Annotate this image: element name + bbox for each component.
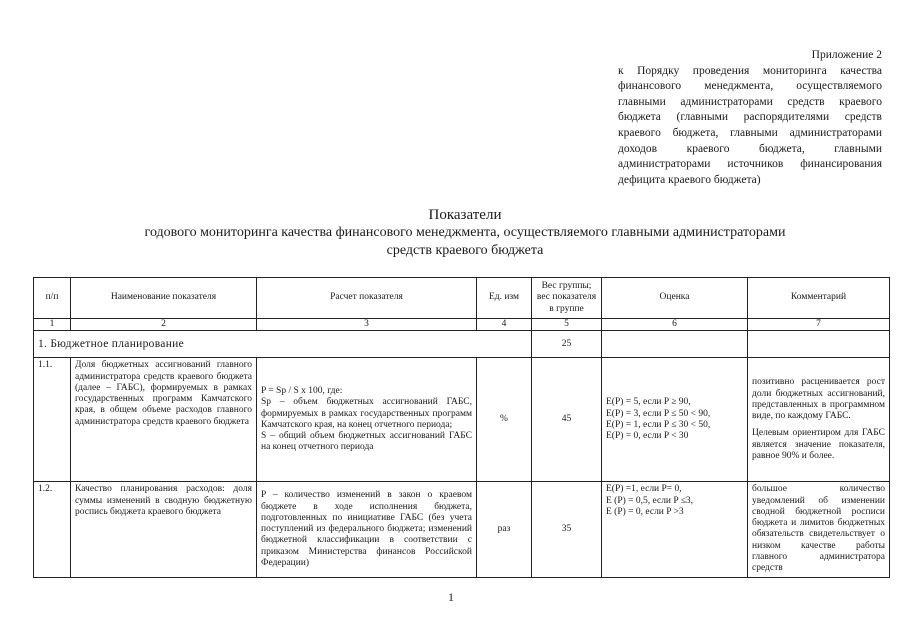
indicator-calculation: [257, 358, 477, 482]
indicator-weight: 45: [532, 358, 602, 482]
column-number: 4: [477, 319, 532, 331]
document-heading: [70, 207, 860, 260]
score-line: E(P) = 1, если P ≤ 30 < 50,: [606, 419, 711, 430]
column-number: 3: [257, 319, 477, 331]
header-name: Наименование показателя: [71, 278, 257, 319]
calc-sp: Sp – объем бюджетных ассигнований ГАБС, формируемых в рамках государственных программ Камчатского края, на конец отчетного периода;: [261, 397, 472, 430]
section-name: 1. Бюджетное планирование: [34, 331, 532, 358]
row-number: 1.1.: [34, 358, 71, 482]
header-calc: Расчет показателя: [257, 278, 477, 319]
table-header-row: [34, 278, 890, 319]
column-number: 2: [71, 319, 257, 331]
indicator-score: [602, 358, 748, 482]
appendix-title: Приложение 2: [811, 49, 882, 61]
score-line: E (P) = 0, если P >3: [606, 506, 684, 517]
score-line: E(P) = 0, если P < 30: [606, 431, 689, 442]
indicators-table: [33, 277, 890, 578]
table-row: [34, 358, 890, 482]
calc-s: S – общий объем бюджетных ассигнований ГАБС на конец отчетного периода: [261, 431, 472, 453]
section-row: [34, 331, 890, 358]
indicator-unit: раз: [477, 482, 532, 578]
header-unit: Ед. изм: [477, 278, 532, 319]
row-number: 1.2.: [34, 482, 71, 578]
indicator-calculation: P – количество изменений в закон о краевом бюджете в ходе исполнения бюджета, подготовленных по инициативе ГАБС (без учета поступлений из федерального бюджета; изменений бюджетной классификации в соответствии с приказом Министерства финансов Российской Федерации): [257, 482, 477, 578]
header-num: п/п: [34, 278, 71, 319]
score-line: E(P) =1, если P= 0,: [606, 484, 682, 495]
column-number: 7: [748, 319, 890, 331]
header-weight: Вес группы; вес показателя в группе: [532, 278, 602, 319]
section-weight: 25: [532, 331, 602, 358]
indicator-weight: 35: [532, 482, 602, 578]
indicator-unit: %: [477, 358, 532, 482]
appendix-text: к Порядку проведения мониторинга качества финансового менеджмента, осуществляемого главными администраторами средств краевого бюджета (главными распорядителями средств краевого бюджета, главными администраторами доходов краевого бюджета, главными администраторами источников финансирования дефицита краевого бюджета): [618, 64, 882, 186]
page-number: 1: [448, 590, 454, 604]
score-line: E (P) = 0,5, если P ≤3,: [606, 495, 694, 506]
heading-line-2: годового мониторинга качества финансового менеджмента, осуществляемого главными администраторами: [144, 225, 786, 240]
column-number: 5: [532, 319, 602, 331]
empty-cell: [748, 331, 890, 358]
indicator-name: Качество планирования расходов: доля суммы изменений в сводную бюджетную роспись бюджета краевого бюджета: [71, 482, 257, 578]
column-number: 6: [602, 319, 748, 331]
indicator-score: [602, 482, 748, 578]
heading-line-1: Показатели: [428, 207, 502, 223]
comment-paragraph: Целевым ориентиром для ГАБС является значение показателя, равное 90% и более.: [752, 428, 885, 462]
comment-paragraph: позитивно расценивается рост доли бюджетных ассигнований, представленных в программном виде, по каждому ГАБС.: [752, 377, 885, 422]
indicator-name: Доля бюджетных ассигнований главного администратора средств краевого бюджета (далее – ГАБС), формируемых в рамках государственных программ Камчатского края, в общем объеме расходов главного администратора средств краевого бюджета: [71, 358, 257, 482]
header-comment: Комментарий: [748, 278, 890, 319]
score-line: E(P) = 3, если P ≤ 50 < 90,: [606, 408, 711, 419]
table-row: [34, 482, 890, 578]
empty-cell: [602, 331, 748, 358]
column-number-row: [34, 319, 890, 331]
column-number: 1: [34, 319, 71, 331]
appendix-block: [618, 48, 882, 188]
header-score: Оценка: [602, 278, 748, 319]
heading-line-3: средств краевого бюджета: [386, 243, 544, 258]
calc-formula: P = Sp / S x 100, где:: [261, 385, 343, 396]
score-line: E(P) = 5, если P ≥ 90,: [606, 397, 691, 408]
indicator-comment: большое количество уведомлений об изменении сводной бюджетной росписи бюджета и лимитов бюджетных обязательств свидетельствует о низком качестве работы главного администратора средств: [748, 482, 890, 578]
indicator-comment: [748, 358, 890, 482]
